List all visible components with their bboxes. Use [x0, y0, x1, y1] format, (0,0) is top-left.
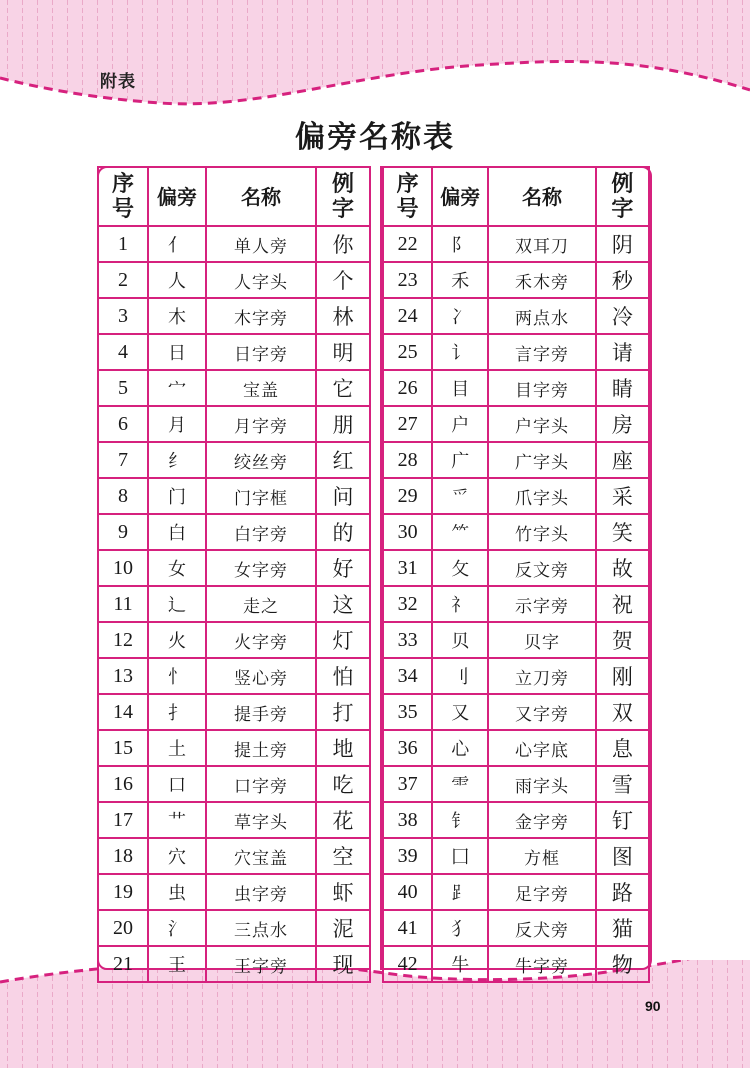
example-char-cell: 房 [596, 406, 649, 442]
row-number: 7 [98, 442, 148, 478]
column-header-radical: 偏旁 [432, 167, 488, 226]
example-char-cell: 秒 [596, 262, 649, 298]
table-row [98, 514, 370, 550]
example-char-cell: 笑 [596, 514, 649, 550]
table-divider [369, 166, 382, 970]
radical-name-cell: 又字旁 [488, 694, 596, 730]
row-number: 42 [383, 946, 432, 982]
row-number: 40 [383, 874, 432, 910]
table-row [98, 802, 370, 838]
table-row [383, 838, 649, 874]
radical-cell: 辶 [148, 586, 206, 622]
table-row [383, 874, 649, 910]
radical-cell: ⻊ [432, 874, 488, 910]
radical-cell: ⻗ [432, 766, 488, 802]
row-number: 37 [383, 766, 432, 802]
table-row [98, 874, 370, 910]
table-row [383, 370, 649, 406]
radical-cell: 人 [148, 262, 206, 298]
example-char-cell: 祝 [596, 586, 649, 622]
radical-cell: 艹 [148, 802, 206, 838]
example-char-cell: 冷 [596, 298, 649, 334]
example-char-cell: 它 [316, 370, 370, 406]
table-row [383, 262, 649, 298]
radical-name-cell: 贝字 [488, 622, 596, 658]
row-number: 36 [383, 730, 432, 766]
row-number: 33 [383, 622, 432, 658]
radical-cell: 户 [432, 406, 488, 442]
page-number: 90 [645, 998, 661, 1014]
radical-cell: 纟 [148, 442, 206, 478]
column-header-number: 序 号 [98, 167, 148, 226]
radical-name-cell: 爪字头 [488, 478, 596, 514]
row-number: 34 [383, 658, 432, 694]
table-row [383, 478, 649, 514]
row-number: 24 [383, 298, 432, 334]
radical-name-cell: 竹字头 [488, 514, 596, 550]
page-title: 偏旁名称表 [295, 120, 455, 155]
table-row [98, 694, 370, 730]
example-char-cell: 睛 [596, 370, 649, 406]
radical-cell: 王 [148, 946, 206, 982]
table-row [383, 658, 649, 694]
radical-cell: 刂 [432, 658, 488, 694]
row-number: 41 [383, 910, 432, 946]
radical-cell: 宀 [148, 370, 206, 406]
table-left-half [97, 166, 371, 983]
table-row [383, 946, 649, 982]
top-decorative-band [0, 0, 750, 110]
table-row [98, 946, 370, 982]
row-number: 39 [383, 838, 432, 874]
radical-name-cell: 白字旁 [206, 514, 316, 550]
row-number: 6 [98, 406, 148, 442]
example-char-cell: 你 [316, 226, 370, 262]
table-row [383, 766, 649, 802]
example-char-cell: 怕 [316, 658, 370, 694]
example-char-cell: 雪 [596, 766, 649, 802]
radical-cell: 忄 [148, 658, 206, 694]
example-char-cell: 吃 [316, 766, 370, 802]
radical-name-cell: 草字头 [206, 802, 316, 838]
section-label: 附表 [100, 72, 136, 92]
table-row [98, 586, 370, 622]
radical-name-cell: 足字旁 [488, 874, 596, 910]
row-number: 32 [383, 586, 432, 622]
example-char-cell: 息 [596, 730, 649, 766]
table-row [98, 730, 370, 766]
table-row [383, 550, 649, 586]
radical-name-cell: 火字旁 [206, 622, 316, 658]
example-char-cell: 空 [316, 838, 370, 874]
row-number: 13 [98, 658, 148, 694]
column-header-number: 序 号 [383, 167, 432, 226]
radical-cell: 贝 [432, 622, 488, 658]
radical-name-cell: 两点水 [488, 298, 596, 334]
radical-name-cell: 金字旁 [488, 802, 596, 838]
table-row [383, 334, 649, 370]
table-row [383, 298, 649, 334]
table-row [383, 802, 649, 838]
radical-name-cell: 反犬旁 [488, 910, 596, 946]
row-number: 3 [98, 298, 148, 334]
example-char-cell: 双 [596, 694, 649, 730]
example-char-cell: 钉 [596, 802, 649, 838]
example-char-cell: 这 [316, 586, 370, 622]
row-number: 11 [98, 586, 148, 622]
row-number: 12 [98, 622, 148, 658]
example-char-cell: 路 [596, 874, 649, 910]
radical-cell: 广 [432, 442, 488, 478]
radical-cell: 冫 [432, 298, 488, 334]
radical-name-cell: 牛字旁 [488, 946, 596, 982]
example-char-cell: 地 [316, 730, 370, 766]
radical-cell: 钅 [432, 802, 488, 838]
radical-cell: ⺮ [432, 514, 488, 550]
radical-name-cell: 木字旁 [206, 298, 316, 334]
radical-name-cell: 立刀旁 [488, 658, 596, 694]
radical-cell: 牛 [432, 946, 488, 982]
row-number: 31 [383, 550, 432, 586]
example-char-cell: 虾 [316, 874, 370, 910]
table-row [383, 514, 649, 550]
row-number: 16 [98, 766, 148, 802]
row-number: 22 [383, 226, 432, 262]
example-char-cell: 现 [316, 946, 370, 982]
radical-name-cell: 王字旁 [206, 946, 316, 982]
table-row [98, 910, 370, 946]
radical-name-cell: 口字旁 [206, 766, 316, 802]
radical-name-cell: 绞丝旁 [206, 442, 316, 478]
radical-name-cell: 日字旁 [206, 334, 316, 370]
row-number: 9 [98, 514, 148, 550]
radical-name-cell: 虫字旁 [206, 874, 316, 910]
radical-cell: 又 [432, 694, 488, 730]
example-char-cell: 阴 [596, 226, 649, 262]
row-number: 14 [98, 694, 148, 730]
radical-name-cell: 方框 [488, 838, 596, 874]
radical-name-cell: 禾木旁 [488, 262, 596, 298]
example-char-cell: 刚 [596, 658, 649, 694]
table-right-half [382, 166, 650, 983]
radical-name-cell: 广字头 [488, 442, 596, 478]
row-number: 2 [98, 262, 148, 298]
table-row [98, 838, 370, 874]
example-char-cell: 请 [596, 334, 649, 370]
radical-cell: 氵 [148, 910, 206, 946]
example-char-cell: 物 [596, 946, 649, 982]
radical-cell: 扌 [148, 694, 206, 730]
table-row [383, 694, 649, 730]
radical-cell: 禾 [432, 262, 488, 298]
table-row [98, 262, 370, 298]
example-char-cell: 贺 [596, 622, 649, 658]
row-number: 1 [98, 226, 148, 262]
row-number: 27 [383, 406, 432, 442]
table-row [98, 406, 370, 442]
example-char-cell: 明 [316, 334, 370, 370]
radical-name-cell: 目字旁 [488, 370, 596, 406]
column-header-example: 例 字 [316, 167, 370, 226]
table-row [383, 910, 649, 946]
example-char-cell: 好 [316, 550, 370, 586]
radical-cell: 女 [148, 550, 206, 586]
row-number: 26 [383, 370, 432, 406]
row-number: 29 [383, 478, 432, 514]
radical-cell: 日 [148, 334, 206, 370]
radical-name-cell: 月字旁 [206, 406, 316, 442]
example-char-cell: 图 [596, 838, 649, 874]
radical-cell: 攵 [432, 550, 488, 586]
row-number: 38 [383, 802, 432, 838]
row-number: 17 [98, 802, 148, 838]
table-row [383, 622, 649, 658]
example-char-cell: 采 [596, 478, 649, 514]
radical-cell: 讠 [432, 334, 488, 370]
table-row [383, 586, 649, 622]
radical-name-cell: 人字头 [206, 262, 316, 298]
row-number: 23 [383, 262, 432, 298]
radical-cell: 木 [148, 298, 206, 334]
row-number: 15 [98, 730, 148, 766]
radical-cell: 礻 [432, 586, 488, 622]
radical-name-cell: 宝盖 [206, 370, 316, 406]
radical-name-cell: 示字旁 [488, 586, 596, 622]
row-number: 19 [98, 874, 148, 910]
table-row [98, 442, 370, 478]
row-number: 5 [98, 370, 148, 406]
example-char-cell: 的 [316, 514, 370, 550]
row-number: 21 [98, 946, 148, 982]
table-header-row [383, 167, 649, 226]
radical-table [97, 166, 652, 977]
radical-cell: 爫 [432, 478, 488, 514]
radical-cell: 亻 [148, 226, 206, 262]
example-char-cell: 朋 [316, 406, 370, 442]
radical-name-cell: 走之 [206, 586, 316, 622]
table-row [98, 766, 370, 802]
row-number: 4 [98, 334, 148, 370]
radical-cell: 土 [148, 730, 206, 766]
row-number: 8 [98, 478, 148, 514]
example-char-cell: 花 [316, 802, 370, 838]
radical-name-cell: 三点水 [206, 910, 316, 946]
example-char-cell: 问 [316, 478, 370, 514]
table-row [98, 622, 370, 658]
radical-cell: 门 [148, 478, 206, 514]
example-char-cell: 座 [596, 442, 649, 478]
radical-name-cell: 雨字头 [488, 766, 596, 802]
table-row [98, 226, 370, 262]
row-number: 10 [98, 550, 148, 586]
row-number: 25 [383, 334, 432, 370]
table-row [98, 334, 370, 370]
example-char-cell: 泥 [316, 910, 370, 946]
table-row [98, 658, 370, 694]
radical-cell: 口 [148, 766, 206, 802]
table-row [383, 406, 649, 442]
row-number: 30 [383, 514, 432, 550]
table-row [98, 298, 370, 334]
radical-name-cell: 反文旁 [488, 550, 596, 586]
radical-name-cell: 竖心旁 [206, 658, 316, 694]
example-char-cell: 猫 [596, 910, 649, 946]
table-row [98, 550, 370, 586]
radical-name-cell: 双耳刀 [488, 226, 596, 262]
radical-name-cell: 言字旁 [488, 334, 596, 370]
radical-name-cell: 提土旁 [206, 730, 316, 766]
example-char-cell: 林 [316, 298, 370, 334]
table-row [98, 478, 370, 514]
table-row [98, 370, 370, 406]
example-char-cell: 故 [596, 550, 649, 586]
radical-cell: 犭 [432, 910, 488, 946]
radical-cell: 月 [148, 406, 206, 442]
row-number: 35 [383, 694, 432, 730]
radical-cell: 穴 [148, 838, 206, 874]
table-header-row [98, 167, 370, 226]
radical-name-cell: 女字旁 [206, 550, 316, 586]
row-number: 18 [98, 838, 148, 874]
table-row [383, 730, 649, 766]
example-char-cell: 个 [316, 262, 370, 298]
table-row [383, 226, 649, 262]
radical-name-cell: 穴宝盖 [206, 838, 316, 874]
radical-cell: 囗 [432, 838, 488, 874]
column-header-example: 例 字 [596, 167, 649, 226]
column-header-name: 名称 [206, 167, 316, 226]
table-row [383, 442, 649, 478]
radical-cell: 目 [432, 370, 488, 406]
radical-name-cell: 门字框 [206, 478, 316, 514]
column-header-radical: 偏旁 [148, 167, 206, 226]
radical-cell: 阝 [432, 226, 488, 262]
radical-name-cell: 单人旁 [206, 226, 316, 262]
radical-name-cell: 户字头 [488, 406, 596, 442]
radical-cell: 心 [432, 730, 488, 766]
radical-name-cell: 心字底 [488, 730, 596, 766]
row-number: 28 [383, 442, 432, 478]
radical-name-cell: 提手旁 [206, 694, 316, 730]
row-number: 20 [98, 910, 148, 946]
example-char-cell: 打 [316, 694, 370, 730]
radical-cell: 火 [148, 622, 206, 658]
column-header-name: 名称 [488, 167, 596, 226]
example-char-cell: 红 [316, 442, 370, 478]
radical-cell: 虫 [148, 874, 206, 910]
radical-cell: 白 [148, 514, 206, 550]
example-char-cell: 灯 [316, 622, 370, 658]
